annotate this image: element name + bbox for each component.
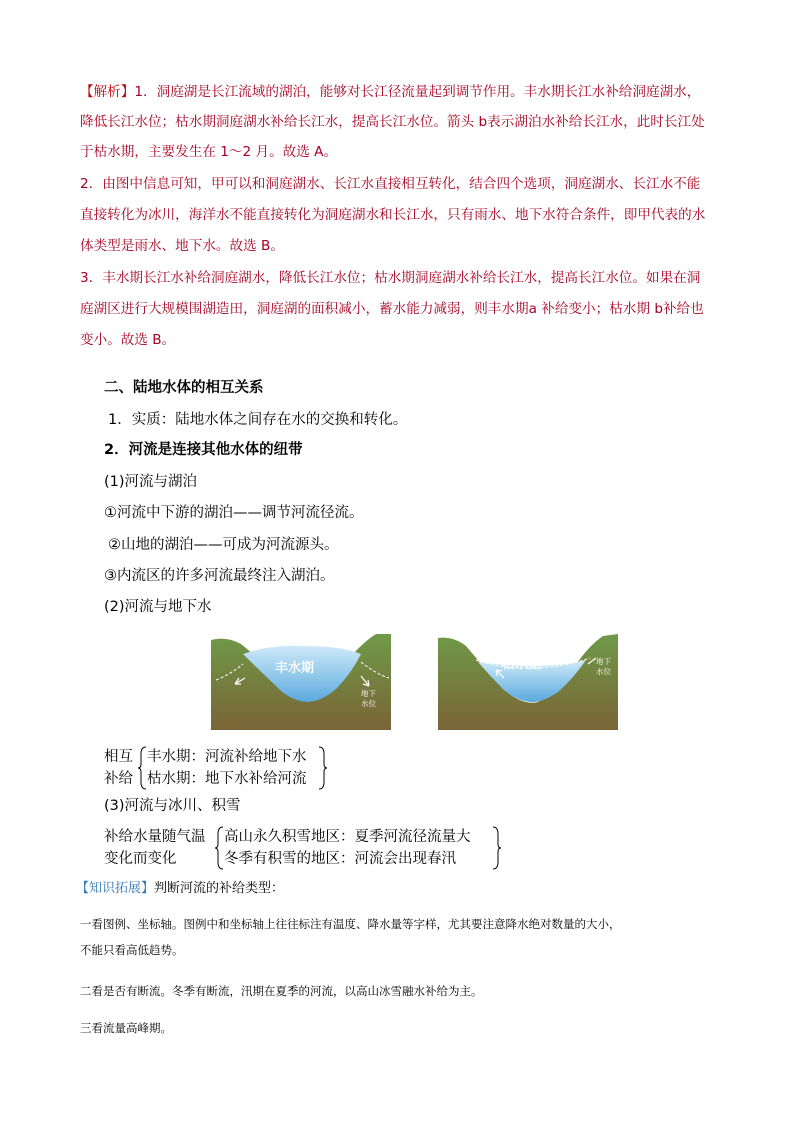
left-brace-mutual xyxy=(137,746,147,790)
mutual-supply-label xyxy=(104,746,133,790)
sub1-item-c: ③内流区的许多河流最终注入湖泊。 xyxy=(104,568,335,584)
extension-title: 判断河流的补给类型： xyxy=(154,881,285,896)
mutual-label-1: 相互 xyxy=(104,749,133,765)
analysis-p2-l3: 体类型是雨水、地下水。故选 B。 xyxy=(80,238,284,254)
section-heading: 二、陆地水体的相互关系 xyxy=(104,380,264,396)
analysis-line-1 xyxy=(80,82,700,102)
mutual-label-2: 补给 xyxy=(104,771,133,787)
temp-label-2: 变化而变化 xyxy=(104,851,177,867)
extension-label: 【知识拓展】 xyxy=(76,881,155,896)
analysis-p3-l1: 3．丰水期长江水补给洞庭湖水，降低长江水位；枯水期洞庭湖水补给长江水，提高长江水位。如果在洞 xyxy=(80,270,701,286)
sub1-item-a: ①河流中下游的湖泊——调节河流径流。 xyxy=(104,505,364,521)
extension-line-3: 三看流量高峰期。 xyxy=(80,1021,172,1035)
left-brace-temp xyxy=(214,826,224,870)
analysis-label: 【解析】 xyxy=(80,84,135,100)
sub-heading-3: (3)河流与冰川、积雪 xyxy=(104,798,241,814)
sub1-item-b: ②山地的湖泊——可成为河流源头。 xyxy=(108,537,339,553)
mutual-high-water: 丰水期：河流补给地下水 xyxy=(147,749,307,765)
temperature-items xyxy=(224,826,471,870)
low-water-diagram xyxy=(438,634,618,730)
groundwater-label-left-2: 水位 xyxy=(361,699,376,708)
groundwater-label-right-1: 地下 xyxy=(596,657,611,666)
analysis-p2-l1: 2．由图中信息可知，甲可以和洞庭湖水、长江水直接相互转化，结合四个选项，洞庭湖水、长江水不能 xyxy=(80,176,701,192)
analysis-p1-l3: 于枯水期，主要发生在 1～2 月。故选 A。 xyxy=(80,144,338,160)
analysis-p1-l1: 1．洞庭湖是长江流域的湖泊，能够对长江径流量起到调节作用。丰水期长江水补给洞庭湖水， xyxy=(134,84,701,100)
temp-label-1: 补给水量随气温 xyxy=(104,829,206,845)
sub-heading-2: (2)河流与地下水 xyxy=(104,599,212,615)
analysis-p1-l2: 降低长江水位；枯水期洞庭湖水补给长江水，提高长江水位。箭头 b表示湖泊水补给长江水，此时长江处 xyxy=(80,114,705,130)
analysis-p3-l3: 变小。故选 B。 xyxy=(80,332,176,348)
analysis-p2-l2: 直接转化为冰川，海洋水不能直接转化为洞庭湖水和长江水，只有雨水、地下水符合条件，即甲代表的水 xyxy=(80,207,706,223)
diagram-right-label: 枯水期 xyxy=(502,657,542,672)
extension-heading xyxy=(76,880,284,898)
mutual-supply-items xyxy=(147,746,307,790)
sub-heading-1: (1)河流与湖泊 xyxy=(104,474,198,490)
right-brace-mutual xyxy=(318,746,328,790)
groundwater-label-left-1: 地下 xyxy=(361,689,376,698)
temp-item-winter-snow: 冬季有积雪的地区：河流会出现春汛 xyxy=(224,851,456,867)
section-item-1: 1．实质：陆地水体之间存在水的交换和转化。 xyxy=(108,412,408,428)
groundwater-label-right-2: 水位 xyxy=(596,667,611,676)
right-brace-temp xyxy=(492,826,502,870)
extension-line-1b: 不能只看高低趋势。 xyxy=(80,943,184,957)
diagram-left-label: 丰水期 xyxy=(275,661,315,676)
extension-line-2: 二看是否有断流。冬季有断流，汛期在夏季的河流，以高山冰雪融水补给为主。 xyxy=(80,984,483,998)
temperature-label xyxy=(104,826,206,870)
section-item-2: 2．河流是连接其他水体的纽带 xyxy=(104,442,303,458)
high-water-diagram xyxy=(211,634,391,730)
extension-line-1a: 一看图例、坐标轴。图例中和坐标轴上往往标注有温度、降水量等字样，尤其要注意降水绝对数量的大小， xyxy=(80,917,621,931)
analysis-p3-l2: 庭湖区进行大规模围湖造田，洞庭湖的面积减小，蓄水能力减弱，则丰水期a 补给变小；枯水期 b补给也 xyxy=(80,301,704,317)
temp-item-alpine: 高山永久积雪地区：夏季河流径流量大 xyxy=(224,829,471,845)
mutual-low-water: 枯水期：地下水补给河流 xyxy=(147,771,307,787)
